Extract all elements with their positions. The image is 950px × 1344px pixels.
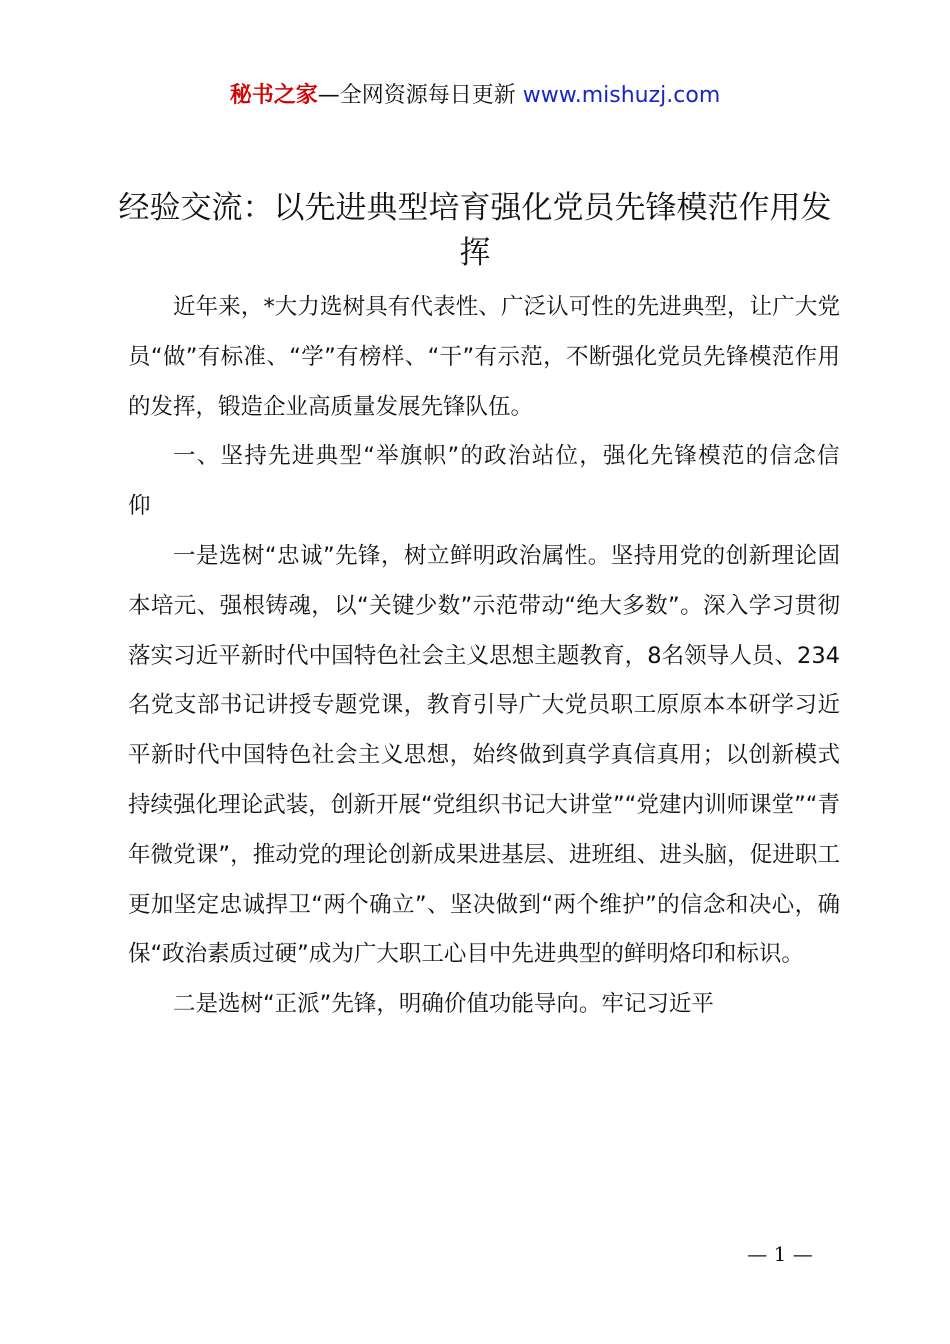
- site-header: [0, 80, 950, 112]
- header-slogan: —全网资源每日更新: [317, 83, 516, 108]
- document-title: 经验交流：以先进典型培育强化党员先锋模范作用发挥: [118, 190, 832, 271]
- body-paragraph: 一是选树“忠诚”先锋，树立鲜明政治属性。坚持用党的创新理论固本培元、强根铸魂，以“关键少数”示范带动“绝大多数”。深入学习贯彻落实习近平新时代中国特色社会主义思想主题教育，8名领导人员、234名党支部书记讲授专题党课，教育引导广大党员职工原原本本研学习近平新时代中国特色社会主义思想，始终做到真学真信真用；以创新模式持续强化理论武装，创新开展“党组织书记大讲堂”“党建内训师课堂”“青年微党课”，推动党的理论创新成果进基层、进班组、进头脑，促进职工更加坚定忠诚捍卫“两个确立”、坚决做到“两个维护”的信念和决心，确保“政治素质过硬”成为广大职工心目中先进典型的鲜明烙印和标识。: [128, 542, 840, 968]
- intro-paragraph: 近年来，*大力选树具有代表性、广泛认可性的先进典型，让广大党员“做”有标准、“学”有榜样、“干”有示范，不断强化党员先锋模范作用的发挥，锻造企业高质量发展先锋队伍。: [128, 294, 840, 420]
- brand-name: 秘书之家: [229, 83, 318, 108]
- section-heading: 一、坚持先进典型“举旗帜”的政治站位，强化先锋模范的信念信仰: [128, 443, 840, 520]
- page-number: — 1 —: [747, 1242, 813, 1266]
- site-url[interactable]: www.mishuzj.com: [522, 83, 721, 108]
- body-paragraph: 二是选树“正派”先锋，明确价值功能导向。牢记习近平: [173, 991, 714, 1018]
- document-body: [128, 283, 840, 1030]
